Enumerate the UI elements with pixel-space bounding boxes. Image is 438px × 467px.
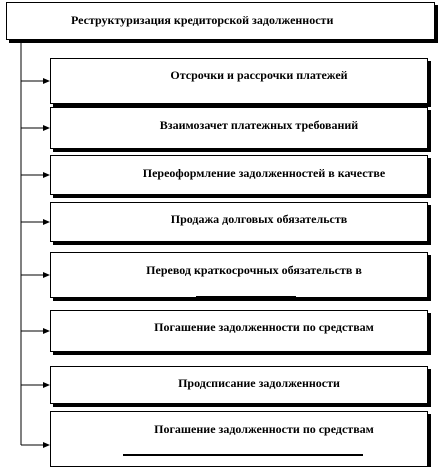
- arrow-head-icon: [43, 328, 50, 334]
- arrow-head-icon: [43, 382, 50, 388]
- item-label-6: Погашение задолженности по средствам: [154, 320, 374, 334]
- item-box-5: [50, 252, 428, 298]
- item-label-3: Переоформление задолженностей в качестве: [142, 166, 386, 180]
- diagram-title: Реструктуризация кредиторской задолженности: [71, 13, 334, 27]
- arrow-head-icon: [43, 125, 50, 131]
- item-label-8: Погашение задолженности по средствам: [154, 422, 374, 436]
- item-label-1: Отсрочки и рассрочки платежей: [170, 68, 348, 82]
- item-box-6: [50, 310, 428, 352]
- item-label-4: Продажа долговых обязательств: [170, 212, 348, 226]
- arrow-head-icon: [43, 442, 50, 448]
- cut-off-text-fragment: [196, 296, 296, 298]
- arrow-head-icon: [43, 78, 50, 84]
- item-box-7: [50, 366, 428, 404]
- item-box-8: [50, 411, 428, 467]
- item-box-2: [50, 107, 428, 149]
- cut-off-text-fragment: [123, 454, 363, 456]
- item-box-4: [50, 202, 428, 242]
- arrow-head-icon: [43, 219, 50, 225]
- arrow-head-icon: [43, 272, 50, 278]
- cut-off-text-fragment: [99, 351, 382, 352]
- title-box: [6, 2, 435, 40]
- item-box-3: [50, 155, 428, 195]
- item-label-2: Взаимозачет платежных требований: [159, 118, 359, 132]
- item-label-7: Продсписание задолженности: [178, 376, 340, 390]
- item-box-1: [50, 58, 428, 104]
- item-label-5: Перевод краткосрочных обязательств в: [146, 263, 362, 277]
- arrow-head-icon: [43, 172, 50, 178]
